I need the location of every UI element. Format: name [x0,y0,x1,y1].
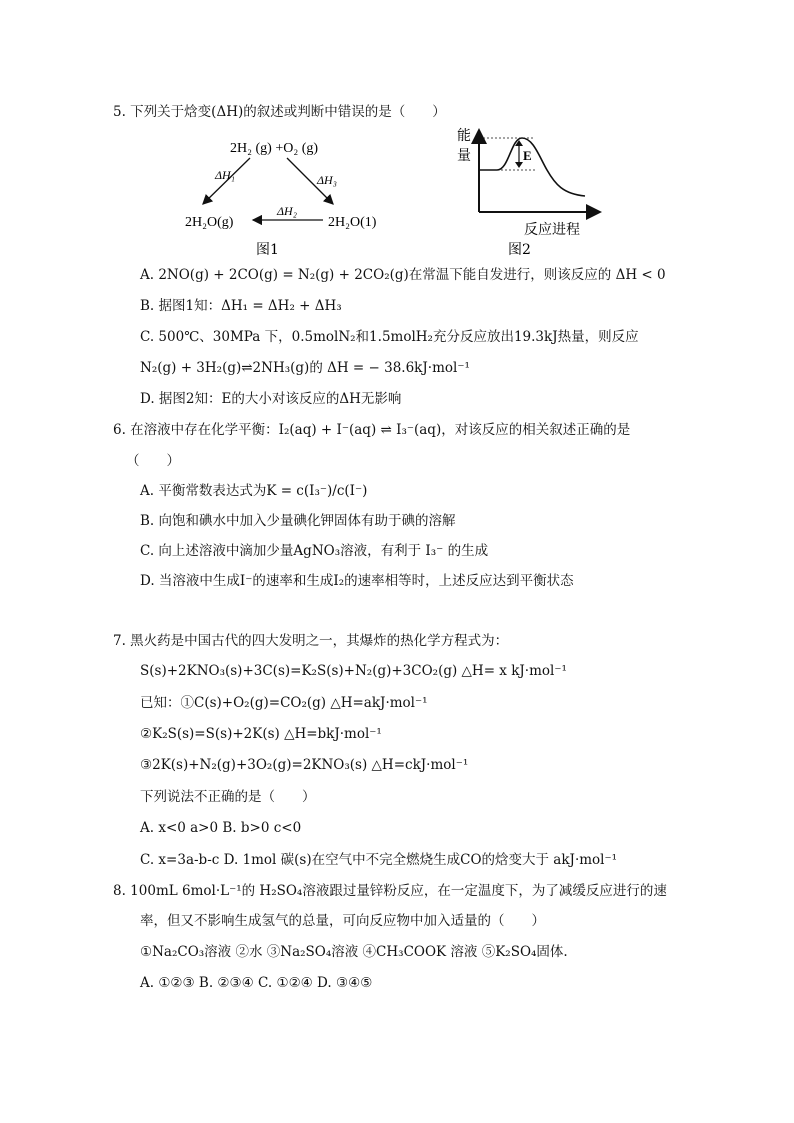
q5-option-b: B. 据图1知：ΔH₁ = ΔH₂ + ΔH₃ [140,298,342,314]
q8-stem-cont: 率，但又不影响生成氢气的总量，可向反应物中加入适量的（ ） [140,913,545,929]
fig1-dh1: ΔH₁ [215,168,235,182]
q5-figures [175,126,625,261]
fig2-ylabel-top: 能 [457,128,471,144]
fig1-dh2: ΔH₂ [277,204,297,218]
q8-stem: 8. 100mL 6mol·L⁻¹的 H₂SO₄溶液跟过量锌粉反应，在一定温度下，为了减缓反应进行的速 [113,883,667,899]
q6-option-b: B. 向饱和碘水中加入少量碘化钾固体有助于碘的溶解 [140,513,456,529]
q6-paren: （ ） [126,453,180,469]
q7-known-2: ②K₂S(s)=S(s)+2K(s) △H=bkJ·mol⁻¹ [140,726,382,742]
fig2-xlabel: 反应进程 [524,222,580,238]
fig1-top: 2H₂ (g) +O₂ (g) [230,141,319,156]
fig1-caption: 图1 [256,242,279,258]
q5-option-a: A. 2NO(g) + 2CO(g) = N₂(g) + 2CO₂(g)在常温下能自发进行，则该反应的 ΔH < 0 [140,267,666,283]
q6-stem: 6. 在溶液中存在化学平衡：I₂(aq) + I⁻(aq) ⇌ I₃⁻(aq)，对该反应的相关叙述正确的是 [113,422,631,438]
fig2-energy-curve [479,138,585,196]
q6-option-a: A. 平衡常数表达式为K = c(I₃⁻)/c(I⁻) [140,483,368,499]
q7-known-1: 已知：①C(s)+O₂(g)=CO₂(g) △H=akJ·mol⁻¹ [140,695,428,711]
q8-options: A. ①②③ B. ②③④ C. ①②④ D. ③④⑤ [140,975,373,991]
q7-options-ab: A. x<0 a>0 B. b>0 c<0 [140,820,302,836]
fig1-dh3: ΔH₃ [317,173,337,187]
figure-1 [185,141,377,258]
q7-stem: 7. 黑火药是中国古代的四大发明之一，其爆炸的热化学方程式为： [113,633,509,649]
q5-option-d: D. 据图2知：E的大小对该反应的ΔH无影响 [140,391,402,407]
fig2-caption: 图2 [508,242,531,258]
fig1-left: 2H₂O(g) [185,215,234,230]
q7-options-cd: C. x=3a-b-c D. 1mol 碳(s)在空气中不完全燃烧生成CO的焓变大于 akJ·mol⁻¹ [140,852,618,868]
fig2-ylabel-bottom: 量 [457,148,471,164]
q7-equation: S(s)+2KNO₃(s)+3C(s)=K₂S(s)+N₂(g)+3CO₂(g) △H= x kJ·mol⁻¹ [140,663,567,679]
q7-ask: 下列说法不正确的是（ ） [140,789,316,805]
q6-option-c: C. 向上述溶液中滴加少量AgNO₃溶液，有利于 I₃⁻ 的生成 [140,543,489,559]
figure-2 [457,127,600,258]
q5-option-c-cont: N₂(g) + 3H₂(g)⇌2NH₃(g)的 ΔH = − 38.6kJ·mol⁻¹ [140,360,470,376]
q5-option-c: C. 500℃、30MPa 下，0.5molN₂和1.5molH₂充分反应放出19.3kJ热量，则反应 [140,329,639,345]
q6-option-d: D. 当溶液中生成I⁻的速率和生成I₂的速率相等时，上述反应达到平衡状态 [140,573,574,589]
q8-items: ①Na₂CO₃溶液 ②水 ③Na₂SO₄溶液 ④CH₃COOK 溶液 ⑤K₂SO₄固体. [140,944,568,960]
q7-known-3: ③2K(s)+N₂(g)+3O₂(g)=2KNO₃(s) △H=ckJ·mol⁻¹ [140,757,469,773]
q5-stem: 5. 下列关于焓变(ΔH)的叙述或判断中错误的是（ ） [113,104,446,120]
fig2-e-label: E [523,148,532,163]
fig1-right: 2H₂O(1) [328,215,377,230]
